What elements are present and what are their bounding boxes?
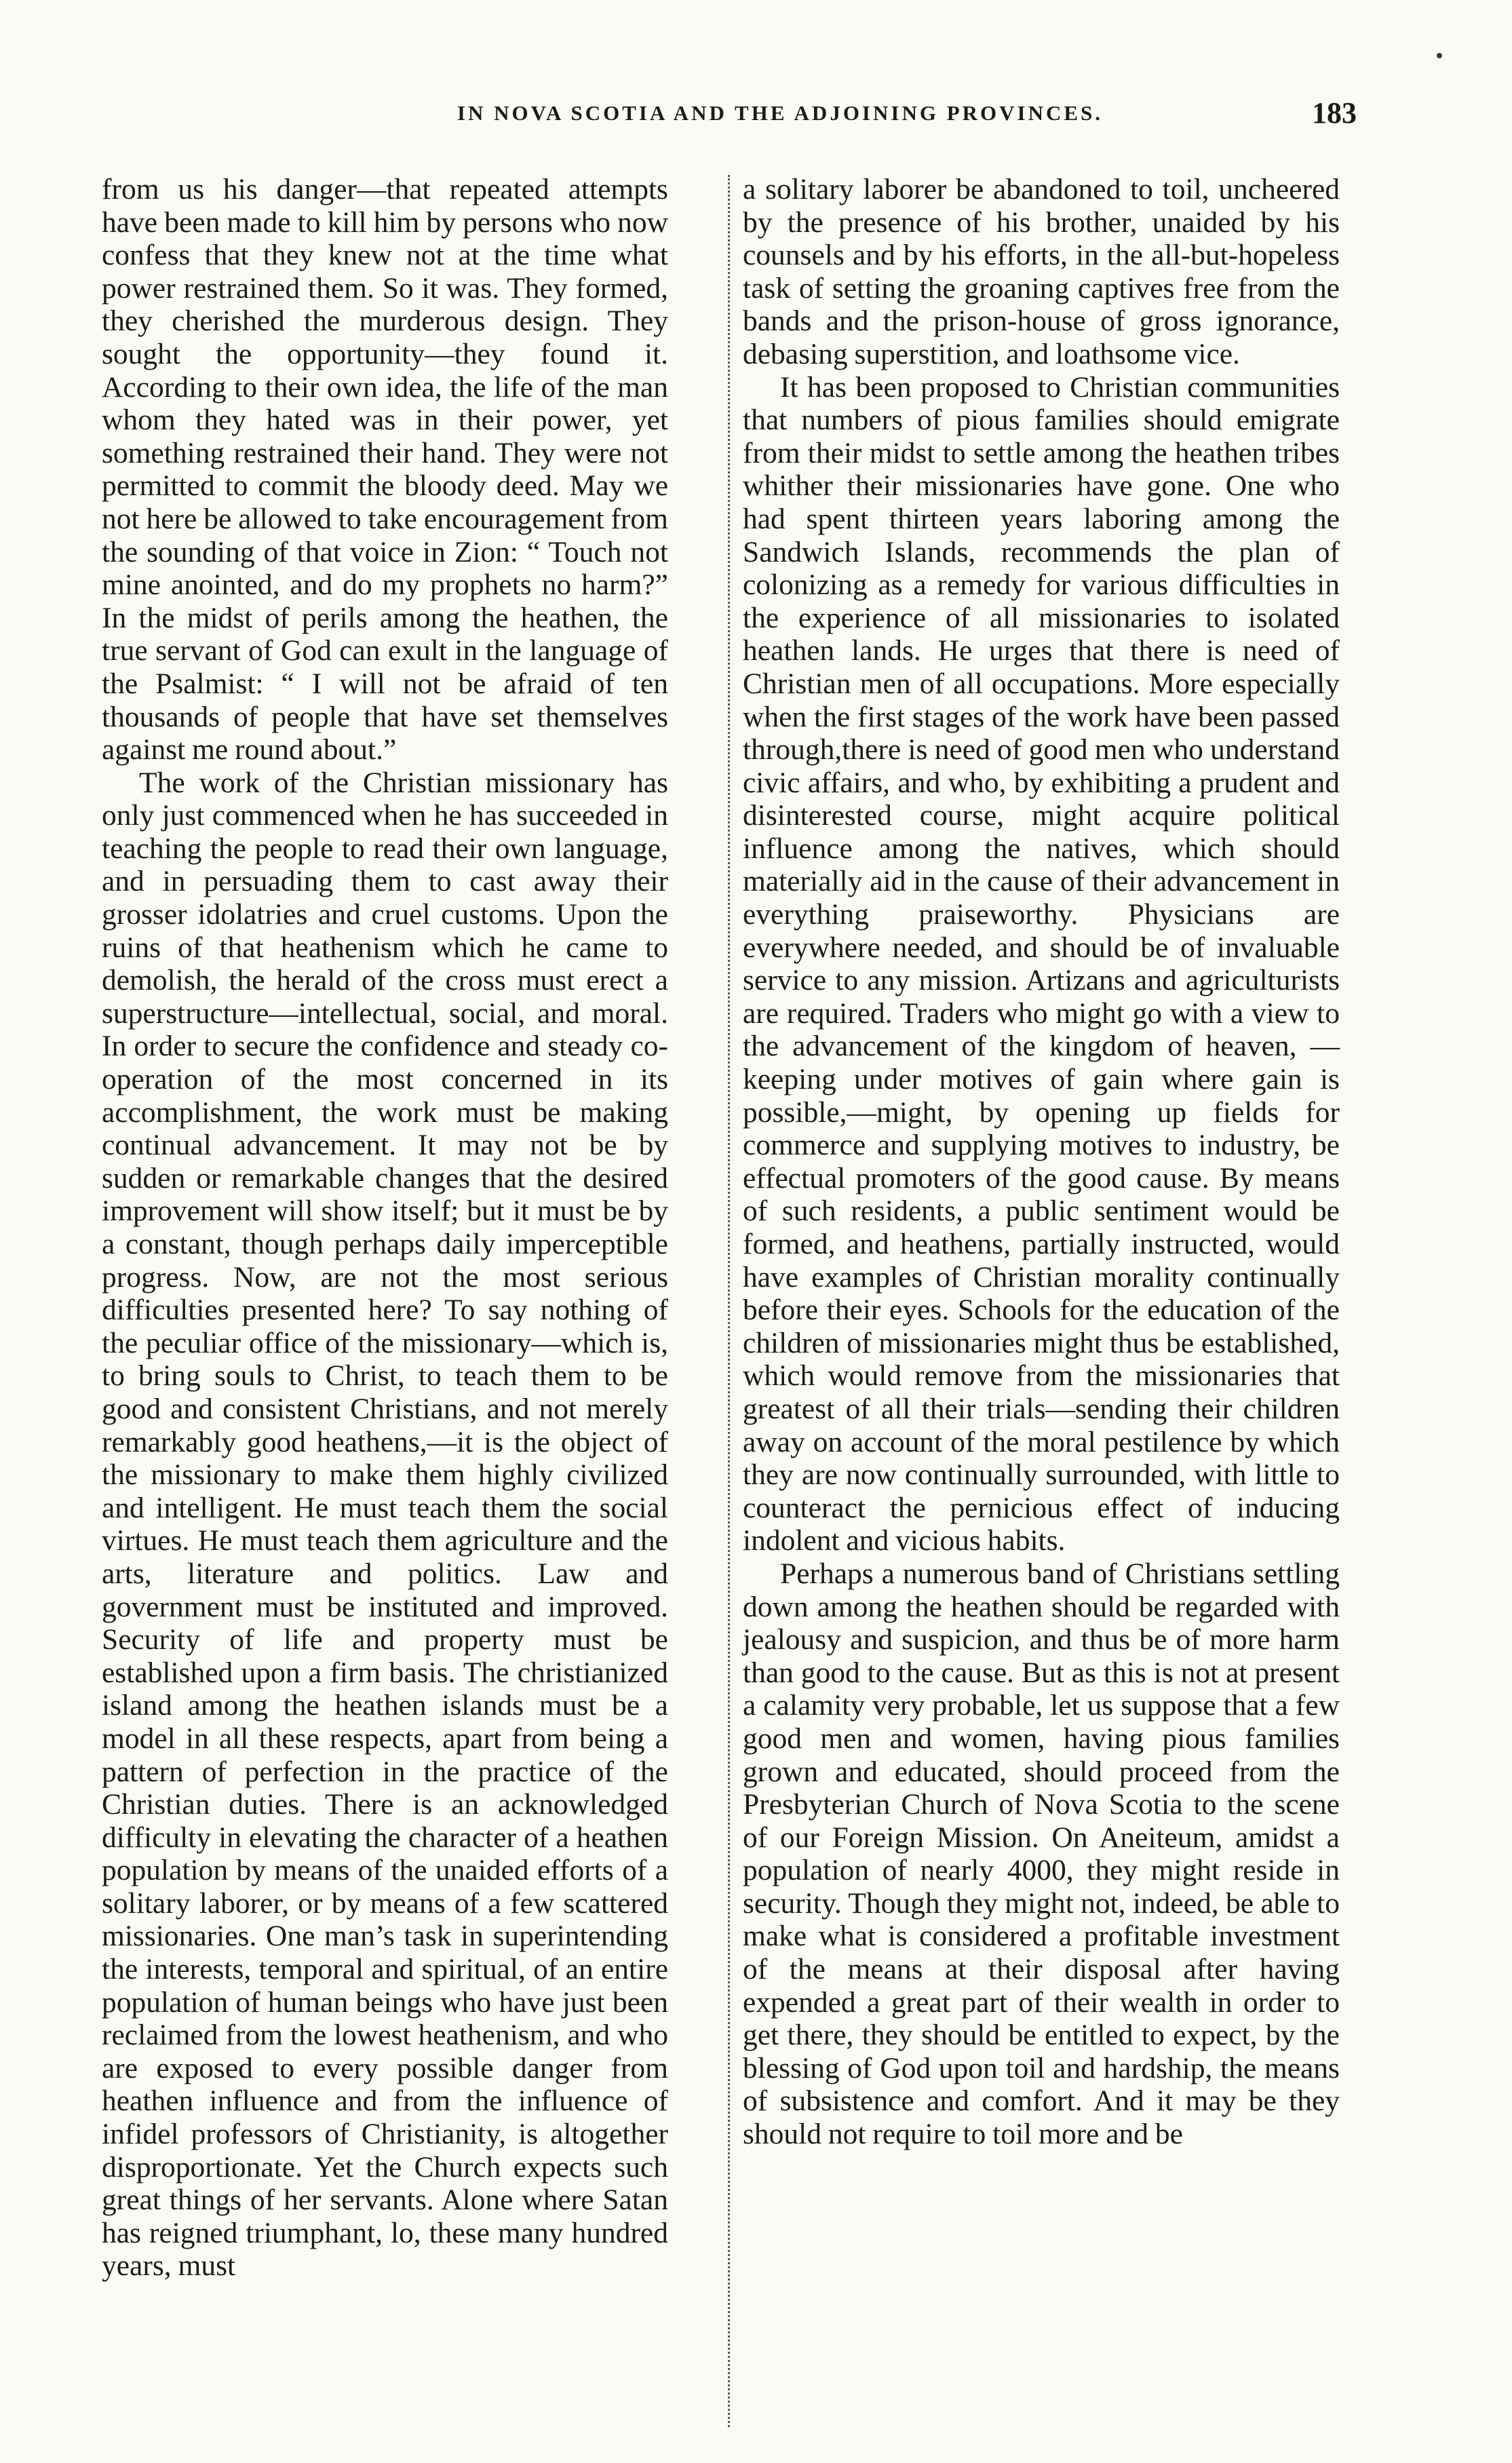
ink-speck [1437, 53, 1442, 58]
paragraph: It has been proposed to Christian communities that numbers of pious families should emigrate from their midst to settle among the heathen tribes whither their missionaries have gone. One who had spent thirteen years laboring among the Sandwich Islands, recommends the plan of colonizing as a remedy for various difficulties in the experience of all missionaries to isolated heathen lands. He urges that there is need of Christian men of all occupations. More especially when the first stages of the work have been passed through,there is need of good men who understand civic affairs, and who, by exhibiting a prudent and disinterested course, might acquire political influence among the natives, which should materially aid in the cause of their advancement in everything praiseworthy. Physicians are everywhere needed, and should be of invaluable service to any mission. Artizans and agriculturists are required. Traders who might go with a view to the advancement of the kingdom of heaven, —keeping under motives of gain where gain is possible,—might, by opening up fields for commerce and supplying motives to industry, be effectual promoters of the good cause. By means of such residents, a public sentiment would be formed, and heathens, partially instructed, would have examples of Christian morality continually before their eyes. Schools for the education of the children of missionaries might thus be established, which would remove from the missionaries that greatest of all their trials—sending their children away on account of the moral pestilence by which they are now continually surrounded, with little to counteract the pernicious effect of inducing indolent and vicious habits. [743, 370, 1340, 1557]
page-header [176, 90, 1357, 137]
left-column [102, 173, 668, 2283]
right-column [743, 173, 1340, 2151]
page-number: 183 [1312, 96, 1357, 130]
paragraph: a solitary laborer be abandoned to toil, uncheered by the presence of his brother, unaided by his counsels and by his efforts, in the all-but-hopeless task of setting the groaning captives free from the bands and the prison-house of gross ignorance, debasing superstition, and loathsome vice. [743, 173, 1340, 370]
running-head: IN NOVA SCOTIA AND THE ADJOINING PROVINCES. [457, 101, 1104, 125]
paragraph: from us his danger—that repeated attempts have been made to kill him by persons who now confess that they knew not at the time what power restrained them. So it was. They formed, they cherished the murderous design. They sought the opportunity—they found it. According to their own idea, the life of the man whom they hated was in their power, yet something restrained their hand. They were not permitted to commit the bloody deed. May we not here be allowed to take encouragement from the sounding of that voice in Zion: “ Touch not mine anointed, and do my prophets no harm?” In the midst of perils among the heathen, the true servant of God can exult in the language of the Psalmist: “ I will not be afraid of ten thousands of people that have set themselves against me round about.” [102, 173, 668, 767]
paragraph: The work of the Christian missionary has only just commenced when he has succeeded in teaching the people to read their own language, and in persuading them to cast away their grosser idolatries and cruel customs. Upon the ruins of that heathenism which he came to demolish, the herald of the cross must erect a superstructure—intellectual, social, and moral. In order to secure the confidence and steady co-operation of the most concerned in its accomplishment, the work must be making continual advancement. It may not be by sudden or remarkable changes that the desired improvement will show itself; but it must be by a constant, though perhaps daily imperceptible progress. Now, are not the most serious difficulties presented here? To say nothing of the peculiar office of the missionary—which is, to bring souls to Christ, to teach them to be good and consistent Christians, and not merely remarkably good heathens,—it is the object of the missionary to make them highly civilized and intelligent. He must teach them the social virtues. He must teach them agriculture and the arts, literature and politics. Law and government must be instituted and improved. Security of life and property must be established upon a firm basis. The christianized island among the heathen islands must be a model in all these respects, apart from being a pattern of perfection in the practice of the Christian duties. There is an acknowledged difficulty in elevating the character of a heathen population by means of the unaided efforts of a solitary laborer, or by means of a few scattered missionaries. One man’s task in superintending the interests, temporal and spiritual, of an entire population of human beings who have just been reclaimed from the lowest heathenism, and who are exposed to every possible danger from heathen influence and from the influence of infidel professors of Christianity, is altogether disproportionate. Yet the Church expects such great things of her servants. Alone where Satan has reigned triumphant, lo, these many hundred years, must [102, 766, 668, 2283]
column-divider [728, 175, 730, 2427]
paragraph: Perhaps a numerous band of Christians settling down among the heathen should be regarded with jealousy and suspicion, and thus be of more harm than good to the cause. But as this is not at present a calamity very probable, let us suppose that a few good men and women, having pious families grown and educated, should proceed from the Presbyterian Church of Nova Scotia to the scene of our Foreign Mission. On Aneiteum, amidst a population of nearly 4000, they might reside in security. Though they might not, indeed, be able to make what is considered a profitable investment of the means at their disposal after having expended a great part of their wealth in order to get there, they should be entitled to expect, by the blessing of God upon toil and hardship, the means of subsistence and comfort. And it may be they should not require to toil more and be [743, 1557, 1340, 2151]
